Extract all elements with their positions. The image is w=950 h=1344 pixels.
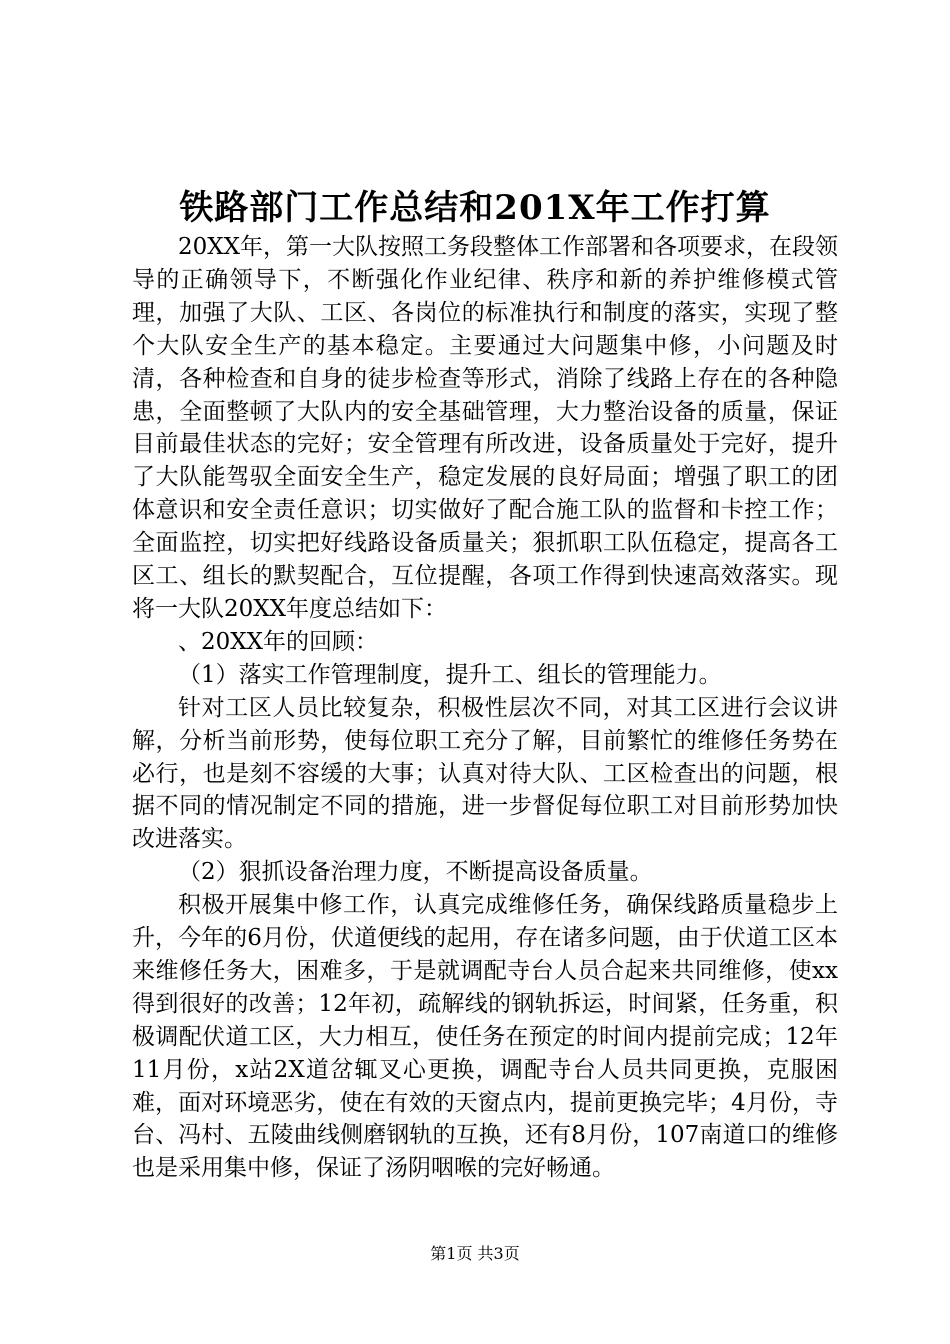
page-footer: 第1页 共3页 — [430, 1244, 520, 1263]
subheading-management: （1）落实工作管理制度，提升工、组长的管理能力。 — [178, 661, 722, 688]
document-body — [132, 231, 838, 1185]
section-heading-review: 、20XX年的回顾： — [178, 628, 379, 655]
paragraph-equipment: 积极开展集中修工作，认真完成维修任务，确保线路质量稳步上升，今年的6月份，伏道便线的起用，存在诸多问题，由于伏道工区本来维修任务大，困难多，于是就调配寺台人员合起来共同维修，使xx得到很好的改善；12年初，疏解线的钢轨拆运，时间紧，任务重，积极调配伏道工区，大力相互，使任务在预定的时间内提前完成；12年11月份，x站2X道岔辄叉心更换，调配寺台人员共同更换，克服困难，面对环境恶劣，使在有效的天窗点内，提前更换完毕；4月份，寺台、冯村、五陵曲线侧磨钢轨的互换，还有8月份，107南道口的维修也是采用集中修，保证了汤阴咽喉的完好畅通。 — [132, 892, 838, 1182]
subheading-equipment: （2）狠抓设备治理力度，不断提高设备质量。 — [178, 859, 653, 886]
page-title: 铁路部门工作总结和201X年工作打算 — [179, 188, 771, 228]
paragraph-intro: 20XX年，第一大队按照工务段整体工作部署和各项要求，在段领导的正确领导下，不断强化作业纪律、秩序和新的养护维修模式管理，加强了大队、工区、各岗位的标准执行和制度的落实，实现了整个大队安全生产的基本稳定。主要通过大问题集中修，小问题及时清，各种检查和自身的徒步检查等形式，消除了线路上存在的各种隐患，全面整顿了大队内的安全基础管理，大力整治设备的质量，保证目前最佳状态的完好；安全管理有所改进，设备质量处于完好，提升了大队能驾驭全面安全生产，稳定发展的良好局面；增强了职工的团体意识和安全责任意识；切实做好了配合施工队的监督和卡控工作；全面监控，切实把好线路设备质量关；狠抓职工队伍稳定，提高各工区工、组长的默契配合，互位提醒，各项工作得到快速高效落实。现将一大队20XX年度总结如下： — [132, 234, 839, 622]
paragraph-management: 针对工区人员比较复杂，积极性层次不同，对其工区进行会议讲解，分析当前形势，使每位职工充分了解，目前繁忙的维修任务势在必行，也是刻不容缓的大事；认真对待大队、工区检查出的问题，根据不同的情况制定不同的措施，进一步督促每位职工对目前形势加快改进落实。 — [132, 694, 838, 853]
